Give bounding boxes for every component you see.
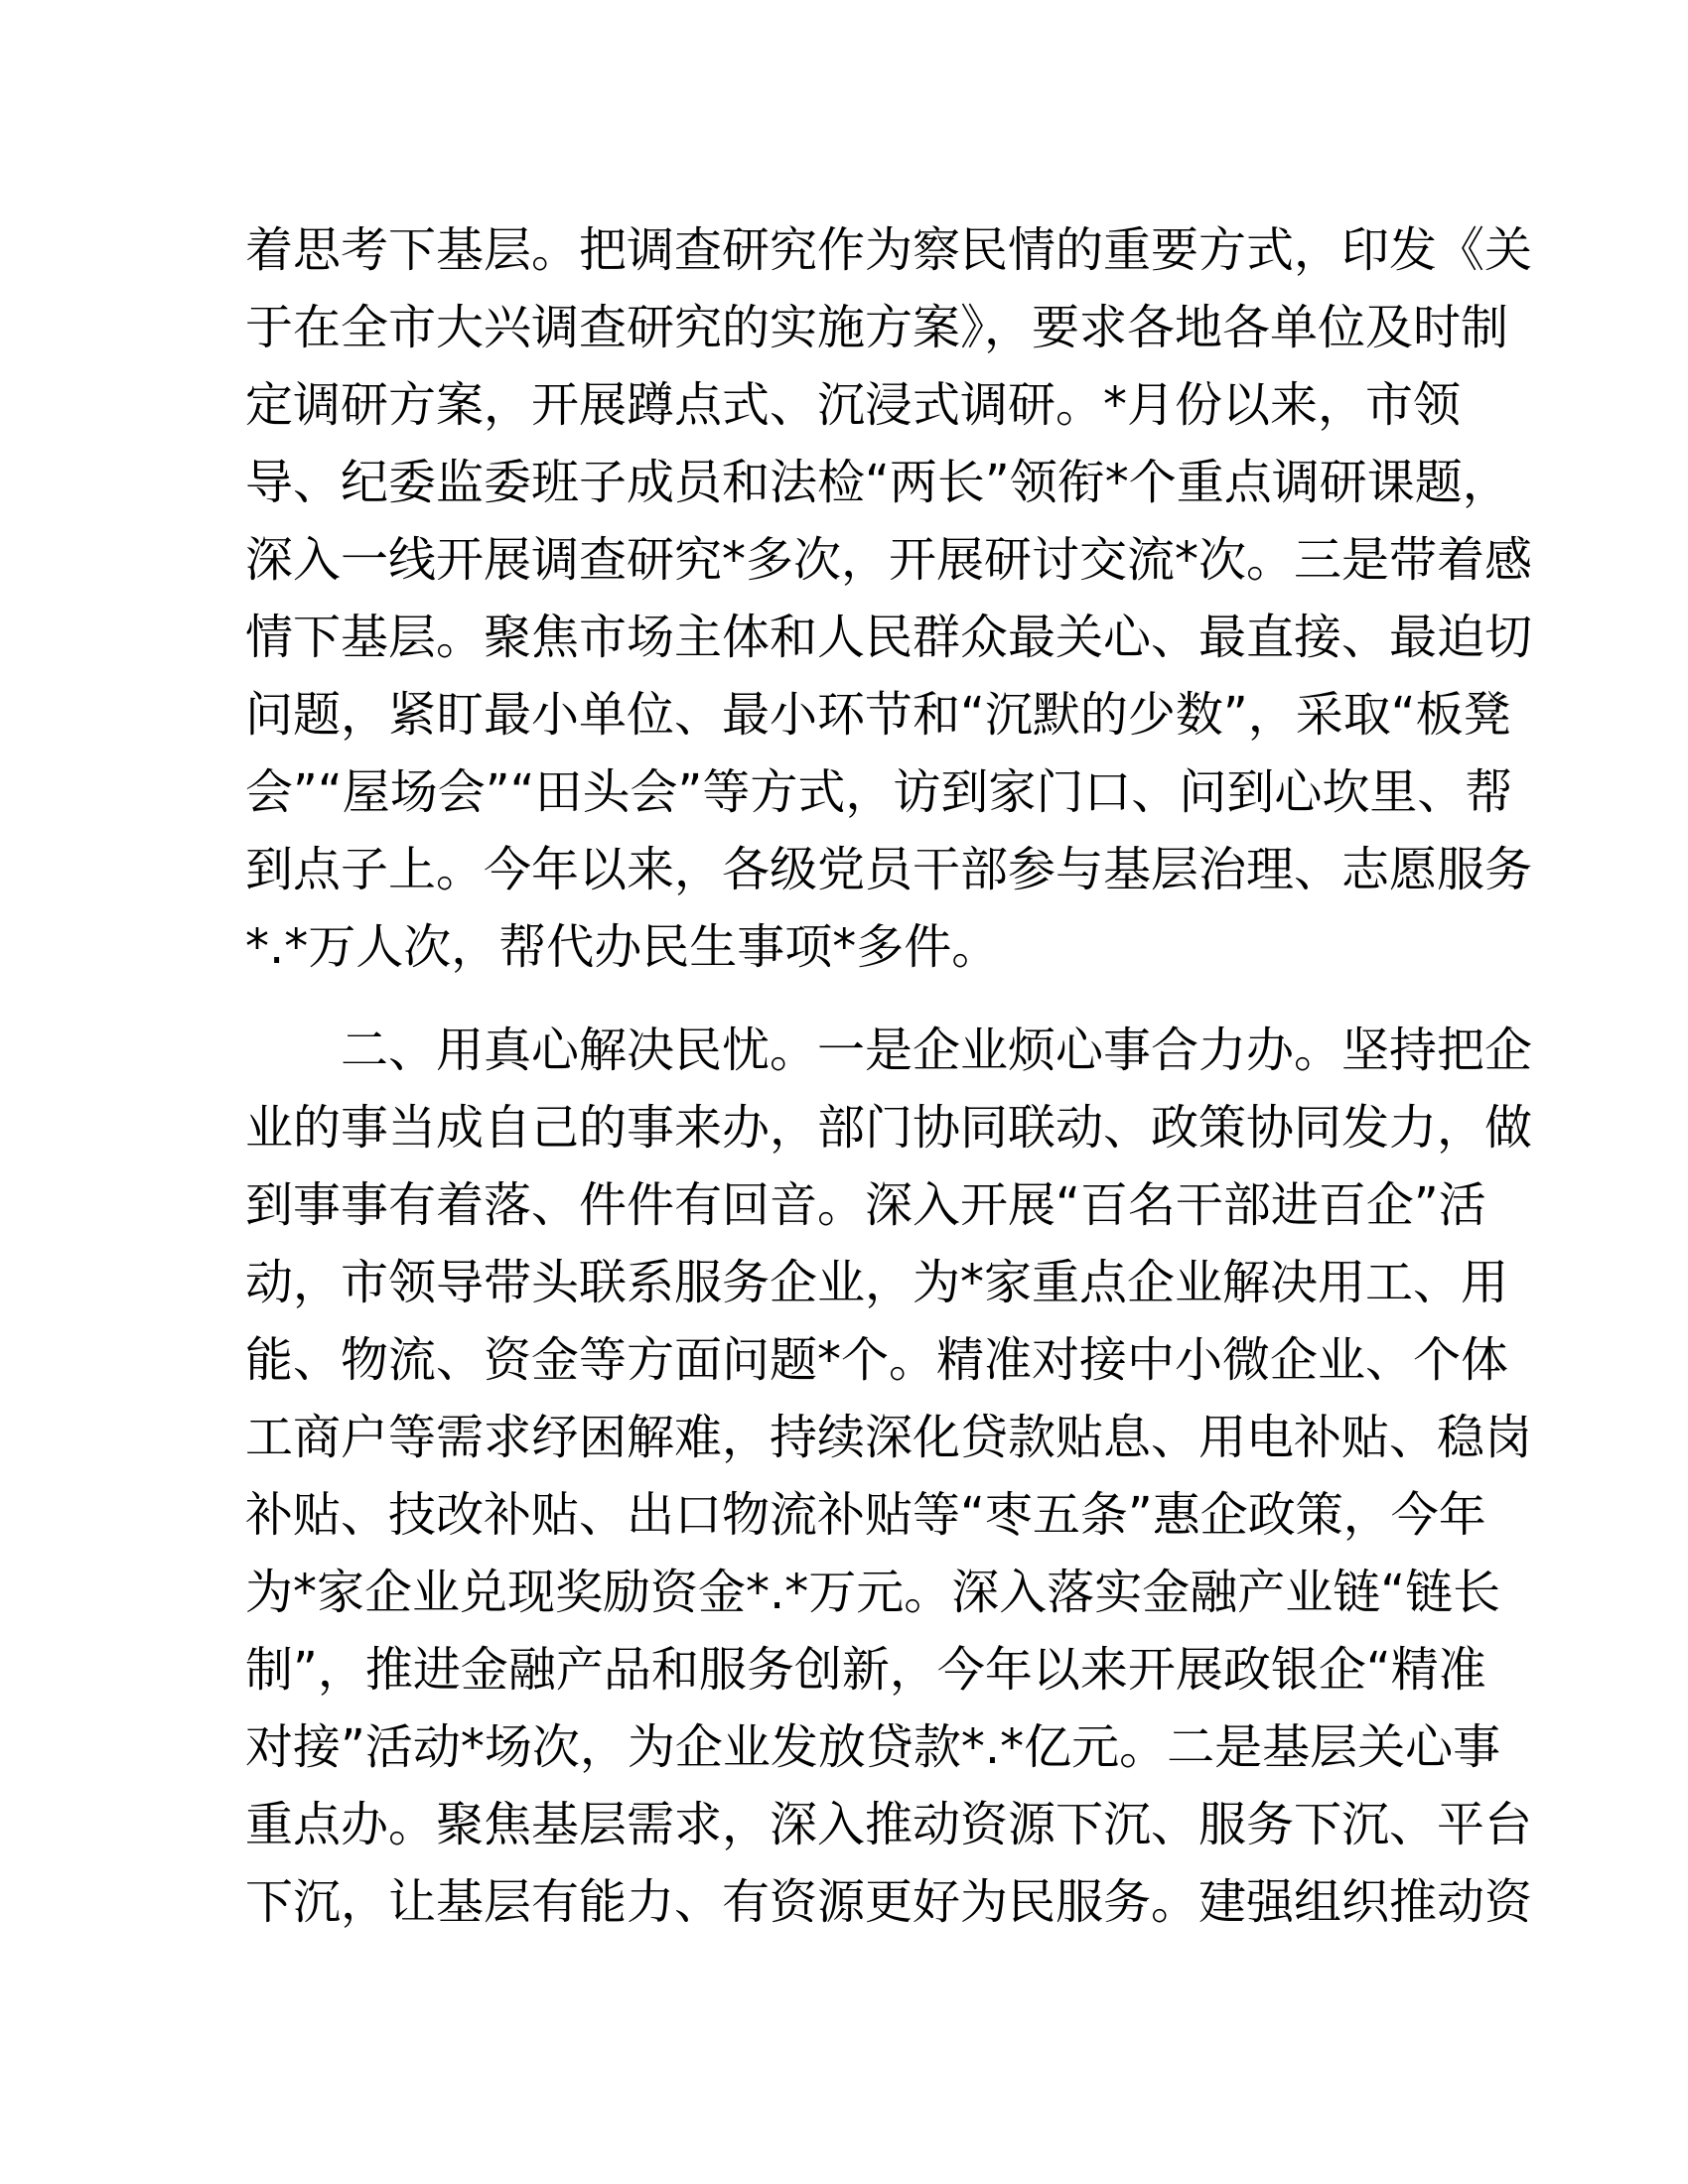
text-line: 问题，紧盯最小单位、最小环节和“沉默的少数”，采取“板凳 — [245, 687, 1511, 743]
text-line: 对接”活动*场次，为企业发放贷款*.*亿元。二是基层关心事 — [245, 1719, 1501, 1775]
text-line: 到点子上。今年以来，各级党员干部参与基层治理、志愿服务 — [245, 842, 1533, 897]
text-line: 定调研方案，开展蹲点式、沉浸式调研。*月份以来，市领 — [245, 377, 1462, 433]
paragraph-2 — [245, 1012, 1533, 1941]
text-line: 着思考下基层。把调查研究作为察民情的重要方式，印发《关 — [245, 222, 1533, 278]
text-line: 重点办。聚焦基层需求，深入推动资源下沉、服务下沉、平台 — [245, 1797, 1533, 1852]
paragraph-1 — [245, 211, 1533, 986]
text-line: 工商户等需求纾困解难，持续深化贷款贴息、用电补贴、稳岗 — [245, 1410, 1533, 1465]
text-line: *.*万人次，帮代办民生事项*多件。 — [245, 919, 1000, 975]
text-line: 于在全市大兴调查研究的实施方案》，要求各地各单位及时制 — [245, 300, 1509, 355]
text-line: 深入一线开展调查研究*多次，开展研讨交流*次。三是带着感 — [245, 532, 1533, 588]
text-line: 下沉，让基层有能力、有资源更好为民服务。建强组织推动资 — [245, 1874, 1533, 1930]
text-line: 导、纪委监委班子成员和法检“两长”领衔*个重点调研课题， — [245, 455, 1510, 510]
text-line: 为*家企业兑现奖励资金*.*万元。深入落实金融产业链“链长 — [245, 1565, 1501, 1620]
paragraph-gap — [245, 986, 1443, 1012]
text-line: 到事事有着落、件件有回音。深入开展“百名干部进百企”活 — [245, 1177, 1486, 1233]
document-body — [245, 211, 1533, 1941]
text-line: 制”，推进金融产品和服务创新，今年以来开展政银企“精准 — [245, 1642, 1486, 1698]
text-line: 会”“屋场会”“田头会”等方式，访到家门口、问到心坎里、帮 — [245, 764, 1513, 820]
text-line: 能、物流、资金等方面问题*个。精准对接中小微企业、个体 — [245, 1332, 1509, 1388]
text-line: 补贴、技改补贴、出口物流补贴等“枣五条”惠企政策，今年 — [245, 1487, 1486, 1543]
text-line: 情下基层。聚焦市场主体和人民群众最关心、最直接、最迫切 — [245, 610, 1533, 665]
text-line: 二、用真心解决民忧。一是企业烦心事合力办。坚持把企 — [341, 1023, 1533, 1078]
text-line: 动，市领导带头联系服务企业，为*家重点企业解决用工、用 — [245, 1255, 1509, 1310]
text-line: 业的事当成自己的事来办，部门协同联动、政策协同发力，做 — [245, 1100, 1533, 1156]
